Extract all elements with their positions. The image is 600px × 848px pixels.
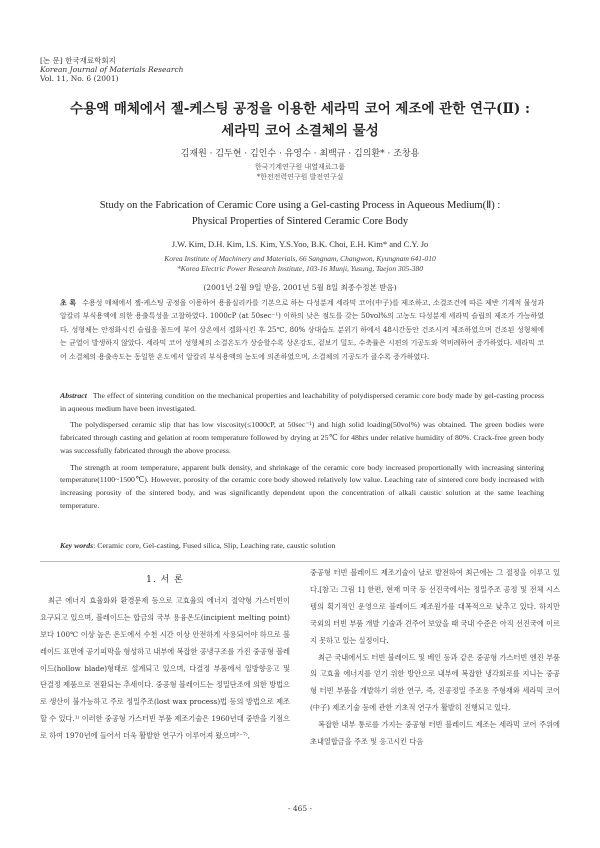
keywords-text: : Ceramic core, Gel-casting, Fused silica, Slip, Leaching rate, caustic solution [93,541,336,550]
authors-english: J.W. Kim, D.H. Kim, I.S. Kim, Y.S.Yoo, B.K. Choi, E.H. Kim* and C.Y. Jo [171,239,429,249]
abstract-english-p3: The strength at room temperature, apparent bulk density, and shrinkage of the ceramic core body increased proportionally with increasing sintering temperature(1100~1500℃). However, porosity of the ceramic core body showed relatively low value. Leaching rate of sintered core body increased with increasing porosity of the sintered body, and was significantly dependent upon the concentration of alkali caustic solution at the same leaching temperature. [60,462,544,510]
affiliations-korean [40,163,560,182]
affiliation-korean-2: *한전전력연구원 발전연구실 [256,172,344,181]
title-korean-line2: 세라믹 코어 소결체의 물성 [221,123,379,139]
title-korean-line1: 수용액 매체에서 젤-케스팅 공정을 이용한 세라믹 코어 제조에 관한 연구(Ⅱ) : [70,101,530,117]
journal-volume: Vol. 11, No. 6 (2001) [40,74,119,83]
journal-header [40,56,340,83]
body-paragraph: 최근 에너지 효율화와 환경문제 등으로 고효율의 에너지 절약형 가스터빈이 요구되고 있으며, 블레이드는 합금의 국부 용융온도(incipient melting point)보다 100℃ 이상 높은 온도에서 수천 시간 이상 안전하게 사용되어야 하므로 블레이드 표면에 공기피막을 형성하고 내부에 복잡한 공냉구조를 가진 중공형 블레이드(hollow blade)형태로 설계되고 있으며, 다결정 부품에서 일방향응고 및 단결정 제품으로 전환되는 추세이다. 중공형 블레이드는 정밀단조에 의한 방법으로 생산이 불가능하고 주로 정밀주조(lost wax process)법 등의 방법으로 제조할 수 있다.¹⁾ 이러한 중공형 가스터빈 부품 제조기술은 1960년대 중반을 기점으로 하여 1970년에 들어서 더욱 활발한 연구가 이루어져 왔으며²⁻⁷⁾, [40,595,290,741]
abstract-korean-text: 수용성 매체에서 젤-케스팅 공정을 이용하여 용융실리카를 기본으로 하는 다성분계 세라믹 코어(中子)를 제조하고, 소결조건에 따른 제반 기계적 물성과 알칼리 부식용액에 의한 용출특성을 고찰하였다. 1000cP (at 50sec⁻¹) 이하의 낮은 점도를 갖는 50vol%의 고농도 다성분계 세라믹 슬립의 제조가 가능하였다. 성형체는 안정화시킨 슬립을 몰드에 부어 상온에서 겔화시킨 후 25℃, 80% 상대습도 분위기 하에서 48시간동안 건조시켜 제조하였으며 건조된 성형체에는 균열이 발생하지 않았다. 세라믹 코어 성형체의 소결온도가 상승할수록 상온강도, 겉보기 밀도, 수축률은 시편의 기공도와 역비례하여 증가하였다. 세라믹 코어 소결체의 용출속도는 동일한 온도에서 알칼리 부식용액의 농도에 의존하였으며, 소결체의 기공도가 클수록 증가하였다. [60,299,544,361]
title-english-line1: Study on the Fabrication of Ceramic Core using a Gel-casting Process in Aqueous Medium(Ⅱ) : [99,200,501,211]
abstract-english-p1-text: The effect of sintering condition on the mechanical properties and leachability of polydispersed ceramic core body made by gel-casting process in aqueous medium have been investigated. [60,391,544,413]
abstract-english-p1 [60,390,544,415]
page-number: - 465 - [287,804,313,813]
authors-korean: 김재원 · 김두현 · 김인수 · 유영수 · 최백규 · 김의환* · 조창용 [180,149,420,159]
title-english-line2: Physical Properties of Sintered Ceramic Core Body [191,216,409,227]
body-column-left [40,572,290,745]
journal-tag: [논 문] 한국재료학회지 [40,56,116,65]
abstract-english [60,390,544,516]
journal-name: Korean Journal of Materials Research [40,65,184,74]
abstract-english-p2: The polydispersed ceramic slip that has low viscosity(≤1000cP, at 50sec⁻¹) and high solid loading(50vol%) was obtained. The green bodies were fabricated through casting and gelation at room temperature followed by drying at 25℃ for 48hrs under relative humidity of 80%. Crack-free green body was successfully fabricated through the above process. [60,420,544,455]
body-paragraph: 최근 국내에서도 터빈 블레이드 및 베인 등과 같은 중공형 가스터빈 엔진 부품의 고효율 에너지를 얻기 위한 방안으로 내부에 복잡한 냉각회로를 지니는 중공형 터빈 부품을 개발하기 위한 연구, 즉, 진공정밀 주조용 주형재와 세라믹 코어(中子) 제조기술 등에 관한 기초적 연구가 활발히 진행되고 있다. [310,652,560,713]
abstract-korean-label: 초 록 [60,298,77,307]
affiliation-english-2: *Korea Electric Power Research Institute, 103-16 Munji, Yusung, Taejon 305-380 [177,263,423,273]
keywords [60,541,544,550]
title-english [40,198,560,230]
title-korean [40,98,560,142]
affiliation-english-1: Korea Institute of Machinery and Materials, 66 Sangnam, Changwon, Kyungnam 641-010 [164,254,436,263]
body-paragraph: 복잡한 내부 통로를 가지는 중공형 터빈 블레이드 제조는 세라믹 코어 주위에 초내열합금을 주조 및 응고시킨 다음 [310,720,560,747]
section-divider [40,561,560,562]
body-column-right [310,565,560,751]
abstract-english-label: Abstract [60,391,87,400]
affiliations-english [40,254,560,273]
received-dates: (2001년 2월 9일 받음, 2001년 5월 8일 최종수정본 받음) [203,283,397,292]
section-title-introduction: 1. 서 론 [146,575,184,585]
body-paragraph: 중공형 터빈 블레이드 제조기술이 날로 발전하여 최근에는 그 절정을 이루고 있다.[참고: 그림 1] 한편, 현재 미국 등 선진국에서는 정밀주조 공정 및 전체 시스템의 획기적인 운영으로 블레이드 제조원가를 대폭적으로 낮추고 있다. 하지만 국외의 터빈 부품 개발 기술과 견주어 보았을 때 국내 수준은 아직 선진국에 이르지 못하고 있는 실정이다. [310,568,560,645]
affiliation-korean-1: 한국기계연구원 내열재료그룹 [254,163,346,171]
keywords-label: Key words [60,541,94,550]
abstract-korean [60,296,544,364]
